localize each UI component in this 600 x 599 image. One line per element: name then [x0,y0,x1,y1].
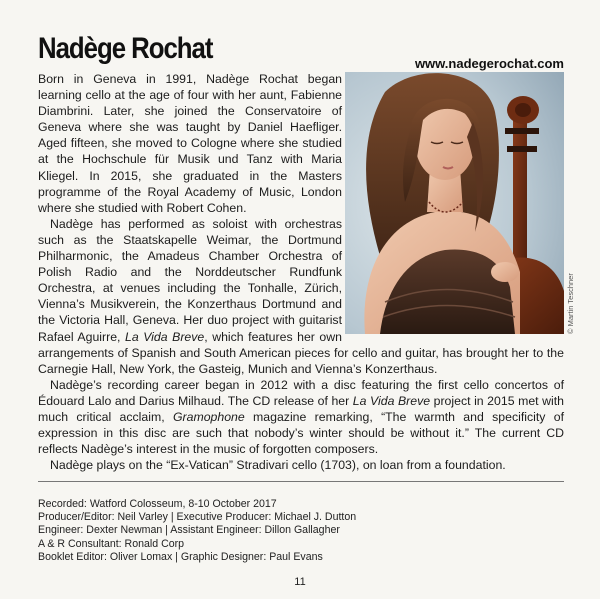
recording-credits [38,498,564,564]
album-title: La Vida Breve [124,329,205,344]
bio-text: project in 2015 met with much critical acclaim, [38,393,564,424]
website-url[interactable]: www.nadegerochat.com [414,56,564,71]
magazine-title: Gramophone [172,409,245,424]
credit-producer: Producer/Editor: Neil Varley | Executive Producer: Michael J. Dutton [38,511,357,524]
divider [38,481,564,482]
bio-text: Nadège has performed as soloist with orchestras such as the Staatskapelle Weimar, the Dortmund Philharmonic, the Amadeus Chamber Orchestra of Polish Radio and the Norddeutscher Rundfunk Orchestra, at venues including the Tonhalle, Zürich, Vienna’s Musikverein, the Konzerthaus Dortmund and the Victoria Hall, Geneva. Her duo project with guitarist Rafael Aguirre, [38,216,342,344]
photo-credit: © Martin Teschner [566,273,575,334]
bio-text: Nadège’s recording career began in 2012 with a disc featuring the first cello concertos of Édouard Lalo and Darius Milhaud. The CD release of her [38,377,564,408]
photo-wrap-space [342,71,564,335]
bio-text: magazine remarking, “The warmth and specificity of expression in this disc are such that nobody’s winter should be without it.” The current CD reflects Nadège’s interest in the music of forgotten composers. [38,409,564,457]
biography-text [38,71,564,473]
credit-booklet: Booklet Editor: Oliver Lomax | Graphic Designer: Paul Evans [38,550,323,563]
credit-engineer: Engineer: Dexter Newman | Assistant Engineer: Dillon Gallagher [38,524,340,537]
page-number: 11 [294,576,306,588]
bio-paragraph: Born in Geneva in 1991, Nadège Rochat began learning cello at the age of four with her aunt, Fabienne Diambrini. Later, she joined the Conservatoire of Geneva where she was taught by Daniel Haefliger. Aged fifteen, she moved to Cologne where she studied at the Hochschule für Musik und Tanz with Maria Kliegel. In 2015, she graduated in the Masters programme of the Royal Academy of Music, London where she studied with Robert Cohen. [38,72,342,215]
bio-paragraph: Nadège plays on the “Ex-Vatican” Stradivari cello (1703), on loan from a foundation. [50,458,506,473]
bio-text: , which features her own arrangements of Spanish and South American pieces for cello and guitar, has brought her to the Carnegie Hall, New York, the Gasteig, Munich and Vienna’s Konzerthaus. [38,329,564,376]
album-title: La Vida Breve [352,393,431,408]
credit-recorded: Recorded: Watford Colosseum, 8-10 October 2017 [38,498,277,510]
bio-paragraph [38,377,564,457]
page-title: Nadège Rochat [38,32,213,65]
credit-consultant: A & R Consultant: Ronald Corp [38,537,185,550]
